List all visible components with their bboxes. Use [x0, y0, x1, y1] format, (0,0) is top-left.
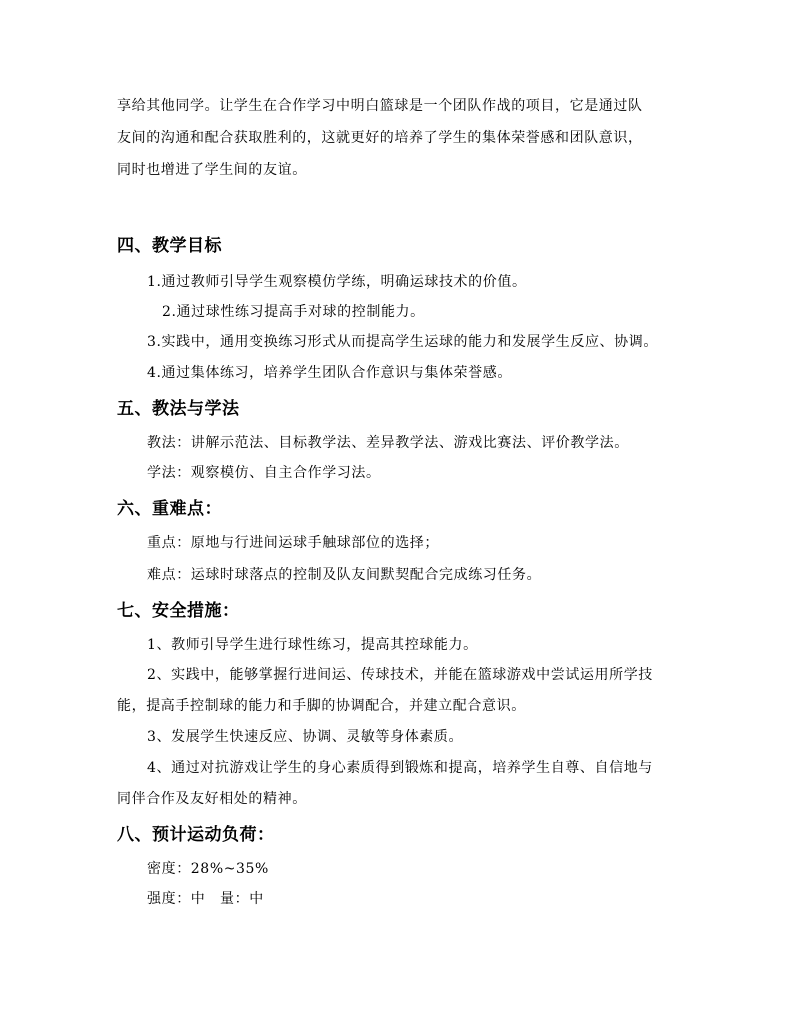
- safety-line: 3、发展学生快速反应、协调、灵敏等身体素质。: [147, 729, 464, 745]
- section-title-key-points: 六、重难点：: [117, 499, 222, 519]
- section-title-teaching-goals: 四、教学目标: [117, 236, 222, 256]
- goal-item: 3.实践中，通用变换练习形式从而提高学生运球的能力和发展学生反应、协调。: [147, 334, 658, 350]
- intro-line-2: 友间的沟通和配合获取胜利的，这就更好的培养了学生的集体荣誉感和团队意识，: [117, 130, 643, 146]
- safety-line: 能，提高手控制球的能力和手脚的协调配合，并建立配合意识。: [117, 698, 526, 714]
- safety-line: 同伴合作及友好相处的精神。: [117, 791, 307, 807]
- goal-item: 4.通过集体练习，培养学生团队合作意识与集体荣誉感。: [147, 365, 512, 381]
- section-title-exercise-load: 八、预计运动负荷：: [117, 825, 275, 845]
- goal-item: 1.通过教师引导学生观察模仿学练，明确运球技术的价值。: [147, 274, 527, 290]
- section-title-safety: 七、安全措施：: [117, 601, 240, 621]
- section-title-methods: 五、教法与学法: [117, 399, 240, 419]
- method-item: 教法：讲解示范法、目标教学法、差异教学法、游戏比赛法、评价教学法。: [147, 435, 629, 451]
- load-density: 密度：28%~35%: [147, 861, 269, 877]
- load-intensity: 强度：中 量：中: [147, 891, 264, 907]
- key-point-item: 难点：运球时球落点的控制及队友间默契配合完成练习任务。: [147, 567, 542, 583]
- goal-item: 2.通过球性练习提高手对球的控制能力。: [162, 304, 425, 320]
- key-point-item: 重点：原地与行进间运球手触球部位的选择；: [147, 535, 439, 551]
- safety-line: 4、通过对抗游戏让学生的身心素质得到锻炼和提高，培养学生自尊、自信地与: [147, 760, 653, 776]
- safety-line: 1、教师引导学生进行球性练习，提高其控球能力。: [147, 637, 478, 653]
- method-item: 学法：观察模仿、自主合作学习法。: [147, 465, 381, 481]
- safety-line: 2、实践中，能够掌握行进间运、传球技术，并能在篮球游戏中尝试运用所学技: [147, 667, 653, 683]
- intro-line-3: 同时也增进了学生间的友谊。: [117, 162, 307, 178]
- intro-line-1: 享给其他同学。让学生在合作学习中明白篮球是一个团队作战的项目，它是通过队: [117, 98, 643, 114]
